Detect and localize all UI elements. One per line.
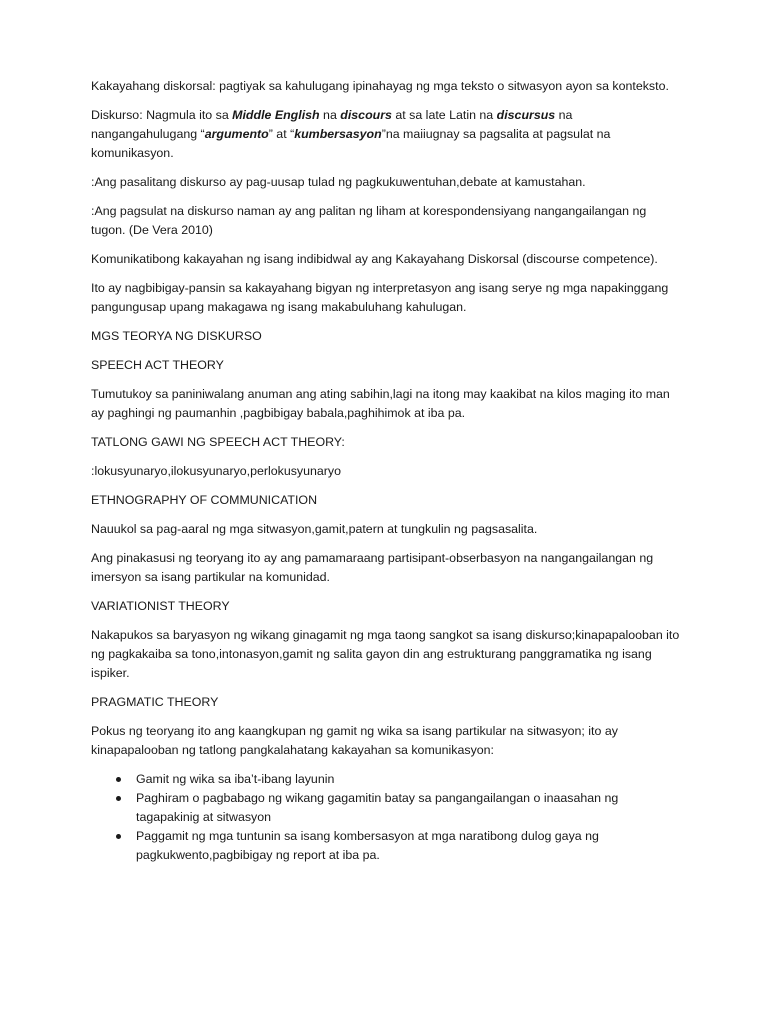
bullet-icon [116,777,121,782]
paragraph-pasalitang-diskurso: :Ang pasalitang diskurso ay pag-uusap tulad ng pagkukuwentuhan,debate at kamustahan. [91,175,586,189]
list-item [91,789,681,827]
heading-variationist-theory: VARIATIONIST THEORY [91,599,230,613]
document-body [91,77,681,865]
paragraph-variationist-description: Nakapukos sa baryasyon ng wikang ginagamit ng mga taong sangkot sa isang diskurso;kinapapalooban ito ng pagkakaiba sa tono,intonasyon,gamit ng salita gayon din ang estrukturang panggramatika ng isang ispiker. [91,628,680,680]
heading-tatlong-gawi: TATLONG GAWI NG SPEECH ACT THEORY: [91,435,345,449]
list-item [91,770,681,789]
heading-ethnography-of-communication: ETHNOGRAPHY OF COMMUNICATION [91,493,318,507]
term-discours: discours [340,108,392,122]
heading-teorya-ng-diskurso: MGS TEORYA NG DISKURSO [91,329,262,343]
paragraph-speech-act-types: :lokusyunaryo,ilokusyunaryo,perlokusyunaryo [91,464,342,478]
list-item-text: Paggamit ng mga tuntunin sa isang kombersasyon at mga naratibong dulog gaya ng pagkukwento,pagbibigay ng report at iba pa. [136,829,599,862]
paragraph-diskurso-origin [91,106,681,163]
text-run: at sa late Latin na [391,108,497,122]
paragraph-interpretasyon: Ito ay nagbibigay-pansin sa kakayahang bigyan ng interpretasyon ang isang serye ng mga napakinggang pangungusap upang makagawa ng isang makabuluhang kahulugan. [91,281,669,314]
paragraph-komunikatibong-kakayahan: Komunikatibong kakayahan ng isang indibidwal ay ang Kakayahang Diskorsal (discourse competence). [91,252,658,266]
bullet-icon [116,796,121,801]
text-run: na nangangahulugang “ [91,108,573,141]
paragraph-speech-act-description: Tumutukoy sa paniniwalang anuman ang ating sabihin,lagi na itong may kaakibat na kilos maging ito man ay paghingi ng paumanhin ,pagbibigay babala,paghihimok at iba pa. [91,387,670,420]
term-middle-english: Middle English [232,108,320,122]
text-run: ”na maiiugnay sa pagsalita at pagsulat na komunikasyon. [91,127,611,160]
heading-pragmatic-theory: PRAGMATIC THEORY [91,695,219,709]
list-item-text: Gamit ng wika sa iba’t-ibang layunin [136,772,335,786]
paragraph-pragmatic-description: Pokus ng teoryang ito ang kaangkupan ng gamit ng wika sa isang partikular na sitwasyon; ito ay kinapapalooban ng tatlong pangkalahatang kakayahan sa komunikasyon: [91,724,618,757]
paragraph-pagsulat-diskurso: :Ang pagsulat na diskurso naman ay ang palitan ng liham at korespondensiyang nangangailangan ng tugon. (De Vera 2010) [91,204,647,237]
heading-speech-act-theory: SPEECH ACT THEORY [91,358,224,372]
text-run: Diskurso: Nagmula ito sa [91,108,233,122]
paragraph-ethnography-method: Ang pinakasusi ng teoryang ito ay ang pamamaraang partisipant-obserbasyon na nangangailangan ng imersyon sa isang partikular na komunidad. [91,551,654,584]
paragraph-kakayahang-diskorsal: Kakayahang diskorsal: pagtiyak sa kahulugang ipinahayag ng mga teksto o sitwasyon ayon sa konteksto. [91,79,669,93]
paragraph-ethnography-description: Nauukol sa pag-aaral ng mga sitwasyon,gamit,patern at tungkulin ng pagsasalita. [91,522,538,536]
list-item [91,827,681,865]
term-kumbersasyon: kumbersasyon [294,127,382,141]
list-item-text: Paghiram o pagbabago ng wikang gagamitin batay sa pangangailangan o inaasahan ng tagapakinig at sitwasyon [136,791,619,824]
text-run: na [319,108,341,122]
term-argumento: argumento [204,127,269,141]
bullet-list [91,770,681,865]
term-discursus: discursus [496,108,556,122]
bullet-icon [116,834,121,839]
text-run: ” at “ [268,127,295,141]
